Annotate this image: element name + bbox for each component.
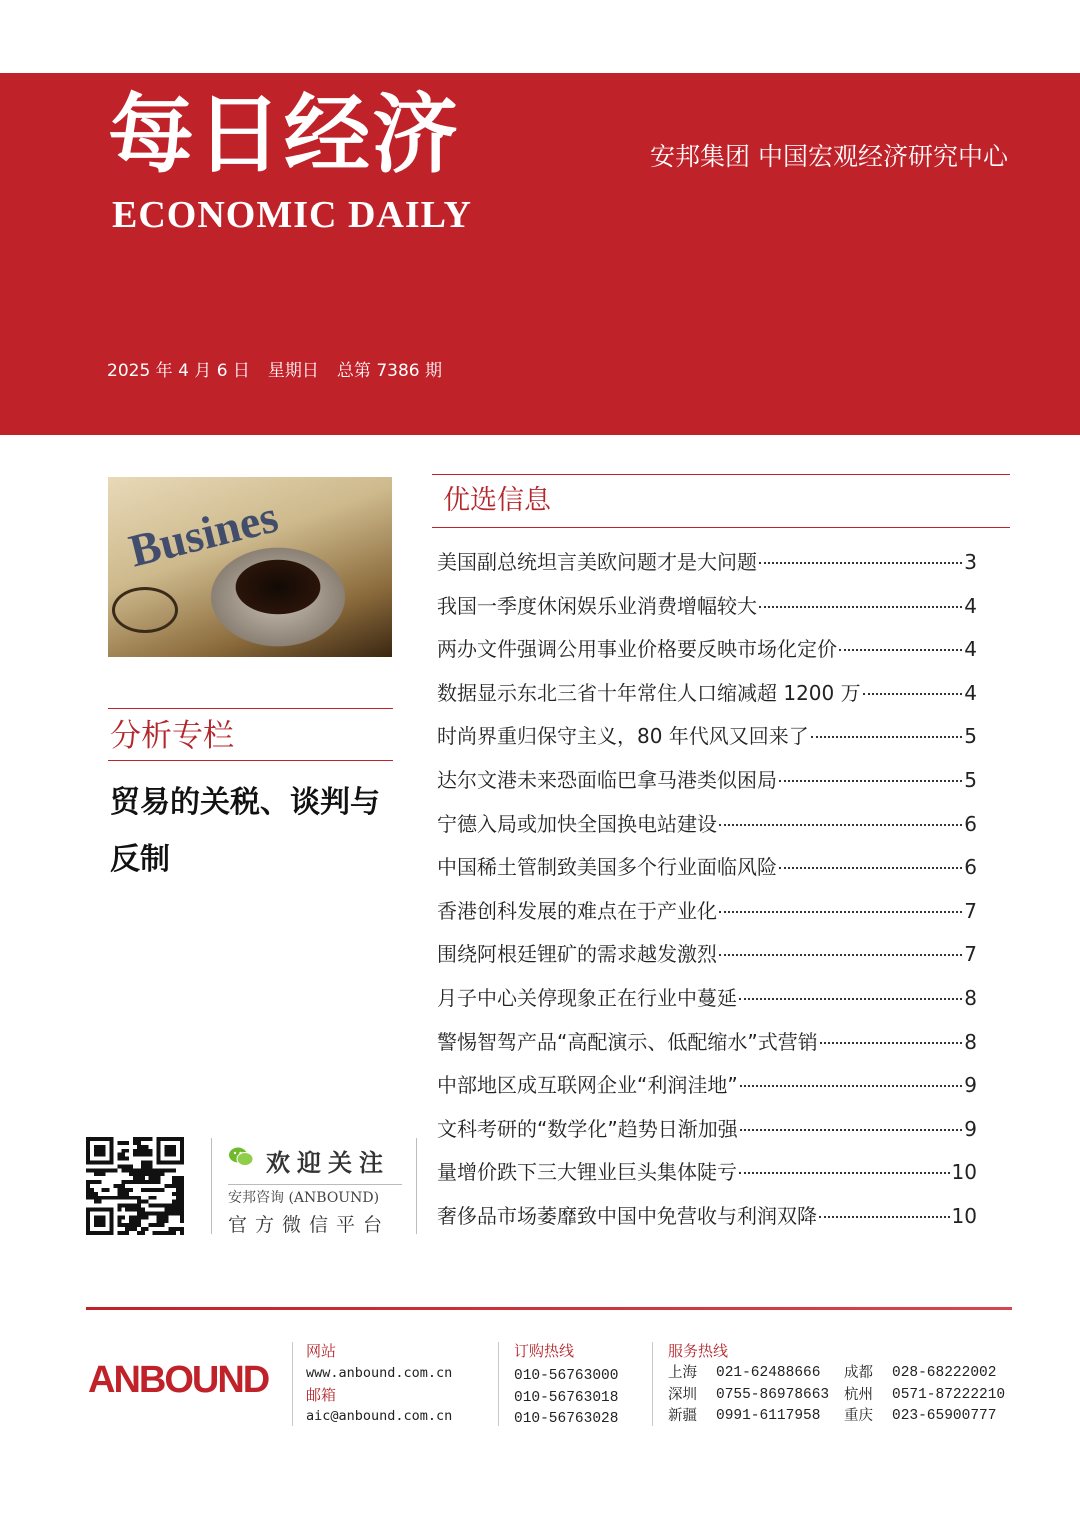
toc-item[interactable] xyxy=(437,585,977,629)
toc-item[interactable] xyxy=(437,1108,977,1152)
qr-code xyxy=(86,1137,184,1235)
toc-rule-bottom xyxy=(432,527,1010,528)
toc-item-title: 警惕智驾产品“高配演示、低配缩水”式营销 xyxy=(437,1029,818,1054)
divider xyxy=(498,1342,499,1426)
toc-item-page: 7 xyxy=(964,898,977,923)
toc-item-page: 4 xyxy=(964,637,977,662)
column-article-title[interactable]: 贸易的关税、谈判与反制 xyxy=(110,785,380,877)
toc-item[interactable] xyxy=(437,628,977,672)
toc-leader-dots xyxy=(819,1216,950,1218)
divider xyxy=(416,1138,417,1234)
toc-item[interactable] xyxy=(437,541,977,585)
hotline-number: 010-56763018 xyxy=(514,1389,619,1406)
toc-leader-dots xyxy=(719,911,962,913)
newspaper-graphic: Busines xyxy=(124,490,283,577)
toc-leader-dots xyxy=(719,954,962,956)
divider xyxy=(228,1184,402,1185)
toc-item-title: 围绕阿根廷锂矿的需求越发激烈 xyxy=(437,942,717,967)
toc-item-title: 我国一季度休闲娱乐业消费增幅较大 xyxy=(437,593,757,618)
toc-item[interactable] xyxy=(437,1064,977,1108)
toc-item-title: 月子中心关停现象正在行业中蔓延 xyxy=(437,985,737,1010)
divider xyxy=(652,1342,653,1426)
toc-leader-dots xyxy=(779,867,962,869)
toc-leader-dots xyxy=(739,998,962,1000)
toc-item-page: 4 xyxy=(964,593,977,618)
toc-leader-dots xyxy=(779,780,962,782)
divider xyxy=(211,1138,212,1234)
issue-date: 2025 年 4 月 6 日 xyxy=(107,361,250,381)
service-phone: 0755-86978663 xyxy=(716,1386,830,1403)
hotline-list xyxy=(514,1366,618,1431)
masthead-title-en: ECONOMIC DAILY xyxy=(112,194,472,236)
toc-item-page: 6 xyxy=(964,811,977,836)
service-row xyxy=(668,1363,1005,1385)
service-phone: 021-62488666 xyxy=(716,1365,821,1381)
toc-item-title: 达尔文港未来恐面临巴拿马港类似困局 xyxy=(437,767,777,792)
follow-account: 安邦咨询 (ANBOUND) xyxy=(228,1190,380,1206)
toc-item-page: 10 xyxy=(951,1160,977,1185)
toc-leader-dots xyxy=(740,1085,963,1087)
toc-item-title: 量增价跌下三大锂业巨头集体陡亏 xyxy=(437,1160,737,1185)
toc-item[interactable] xyxy=(437,803,977,847)
hotline-number: 010-56763028 xyxy=(514,1411,619,1428)
toc-item-title: 宁德入局或加快全国换电站建设 xyxy=(437,811,717,836)
toc-item[interactable] xyxy=(437,890,977,934)
toc-item[interactable] xyxy=(437,1195,977,1239)
toc-item-title: 时尚界重归保守主义，80 年代风又回来了 xyxy=(437,724,809,749)
toc-item[interactable] xyxy=(437,715,977,759)
toc-list xyxy=(437,541,977,1239)
issue-weekday: 星期日 xyxy=(267,361,319,381)
toc-rule-top xyxy=(432,474,1010,475)
toc-leader-dots xyxy=(839,649,962,651)
masthead-title-cn: 每日经济 xyxy=(108,84,460,185)
toc-item-page: 8 xyxy=(964,1029,977,1054)
service-row xyxy=(668,1385,1005,1407)
toc-item-page: 6 xyxy=(964,855,977,880)
cover-photo xyxy=(108,477,392,657)
toc-item-title: 奢侈品市场萎靡致中国中免营收与利润双降 xyxy=(437,1203,817,1228)
toc-item-page: 7 xyxy=(964,942,977,967)
toc-item-title: 中国稀土管制致美国多个行业面临风险 xyxy=(437,855,777,880)
toc-item-title: 文科考研的“数学化”趋势日渐加强 xyxy=(437,1116,738,1141)
toc-leader-dots xyxy=(719,824,962,826)
toc-item-page: 8 xyxy=(964,985,977,1010)
service-city: 新疆 xyxy=(668,1408,697,1425)
toc-item-title: 香港创科发展的难点在于产业化 xyxy=(437,898,717,923)
toc-item[interactable] xyxy=(437,1151,977,1195)
email-link[interactable]: aic@anbound.com.cn xyxy=(306,1408,453,1424)
service-city: 成都 xyxy=(844,1365,873,1381)
toc-item-title: 中部地区成互联网企业“利润洼地” xyxy=(437,1073,738,1098)
website-link[interactable]: www.anbound.com.cn xyxy=(306,1365,453,1381)
service-phone: 0991-6117958 xyxy=(716,1408,821,1425)
toc-item[interactable] xyxy=(437,672,977,716)
follow-heading: 欢迎关注 xyxy=(266,1149,390,1177)
toc-item[interactable] xyxy=(437,933,977,977)
column-title: 分析专栏 xyxy=(110,718,234,754)
divider xyxy=(292,1342,293,1426)
issue-number: 总第 7386 期 xyxy=(336,361,442,381)
toc-item[interactable] xyxy=(437,977,977,1021)
anbound-logo: ANBOUND xyxy=(88,1359,269,1401)
toc-item-title: 数据显示东北三省十年常住人口缩减超 1200 万 xyxy=(437,680,861,705)
service-city: 重庆 xyxy=(844,1408,873,1425)
service-phone: 028-68222002 xyxy=(892,1365,997,1381)
toc-leader-dots xyxy=(811,736,962,738)
footer-rule xyxy=(86,1307,1012,1310)
service-phone: 023-65900777 xyxy=(892,1408,997,1425)
publisher-name: 安邦集团 中国宏观经济研究中心 xyxy=(650,142,1008,171)
hotline-number: 010-56763000 xyxy=(514,1368,619,1384)
toc-leader-dots xyxy=(759,562,962,564)
toc-leader-dots xyxy=(863,693,963,695)
toc-item[interactable] xyxy=(437,1021,977,1065)
column-rule-bottom xyxy=(108,760,393,761)
toc-item-page: 4 xyxy=(964,680,977,705)
toc-item-title: 美国副总统坦言美欧问题才是大问题 xyxy=(437,550,757,574)
service-city: 深圳 xyxy=(668,1386,697,1403)
toc-leader-dots xyxy=(739,1172,950,1174)
website-label: 网站 xyxy=(306,1342,337,1360)
toc-leader-dots xyxy=(740,1129,963,1131)
toc-item-page: 9 xyxy=(964,1073,977,1098)
toc-item-page: 5 xyxy=(964,767,977,792)
service-city: 上海 xyxy=(668,1365,697,1381)
toc-item-page: 3 xyxy=(964,550,977,574)
toc-item-title: 两办文件强调公用事业价格要反映市场化定价 xyxy=(437,637,837,662)
service-phone: 0571-87222210 xyxy=(892,1386,1006,1403)
toc-title: 优选信息 xyxy=(443,485,551,516)
toc-item-page: 10 xyxy=(951,1203,977,1228)
service-label: 服务热线 xyxy=(668,1342,729,1360)
toc-leader-dots xyxy=(820,1042,963,1044)
service-list xyxy=(668,1363,1005,1428)
toc-item-page: 9 xyxy=(964,1116,977,1141)
follow-platform: 官方微信平台 xyxy=(228,1214,391,1236)
hotline-label: 订购热线 xyxy=(514,1342,575,1360)
glasses-graphic xyxy=(112,587,178,633)
toc-item-page: 5 xyxy=(964,724,977,749)
wechat-icon xyxy=(228,1146,254,1168)
service-row xyxy=(668,1406,1005,1428)
email-label: 邮箱 xyxy=(306,1386,337,1404)
column-rule-top xyxy=(108,708,393,709)
issue-line xyxy=(107,363,460,380)
service-city: 杭州 xyxy=(844,1386,873,1403)
toc-item[interactable] xyxy=(437,846,977,890)
toc-leader-dots xyxy=(759,606,962,608)
toc-item[interactable] xyxy=(437,759,977,803)
